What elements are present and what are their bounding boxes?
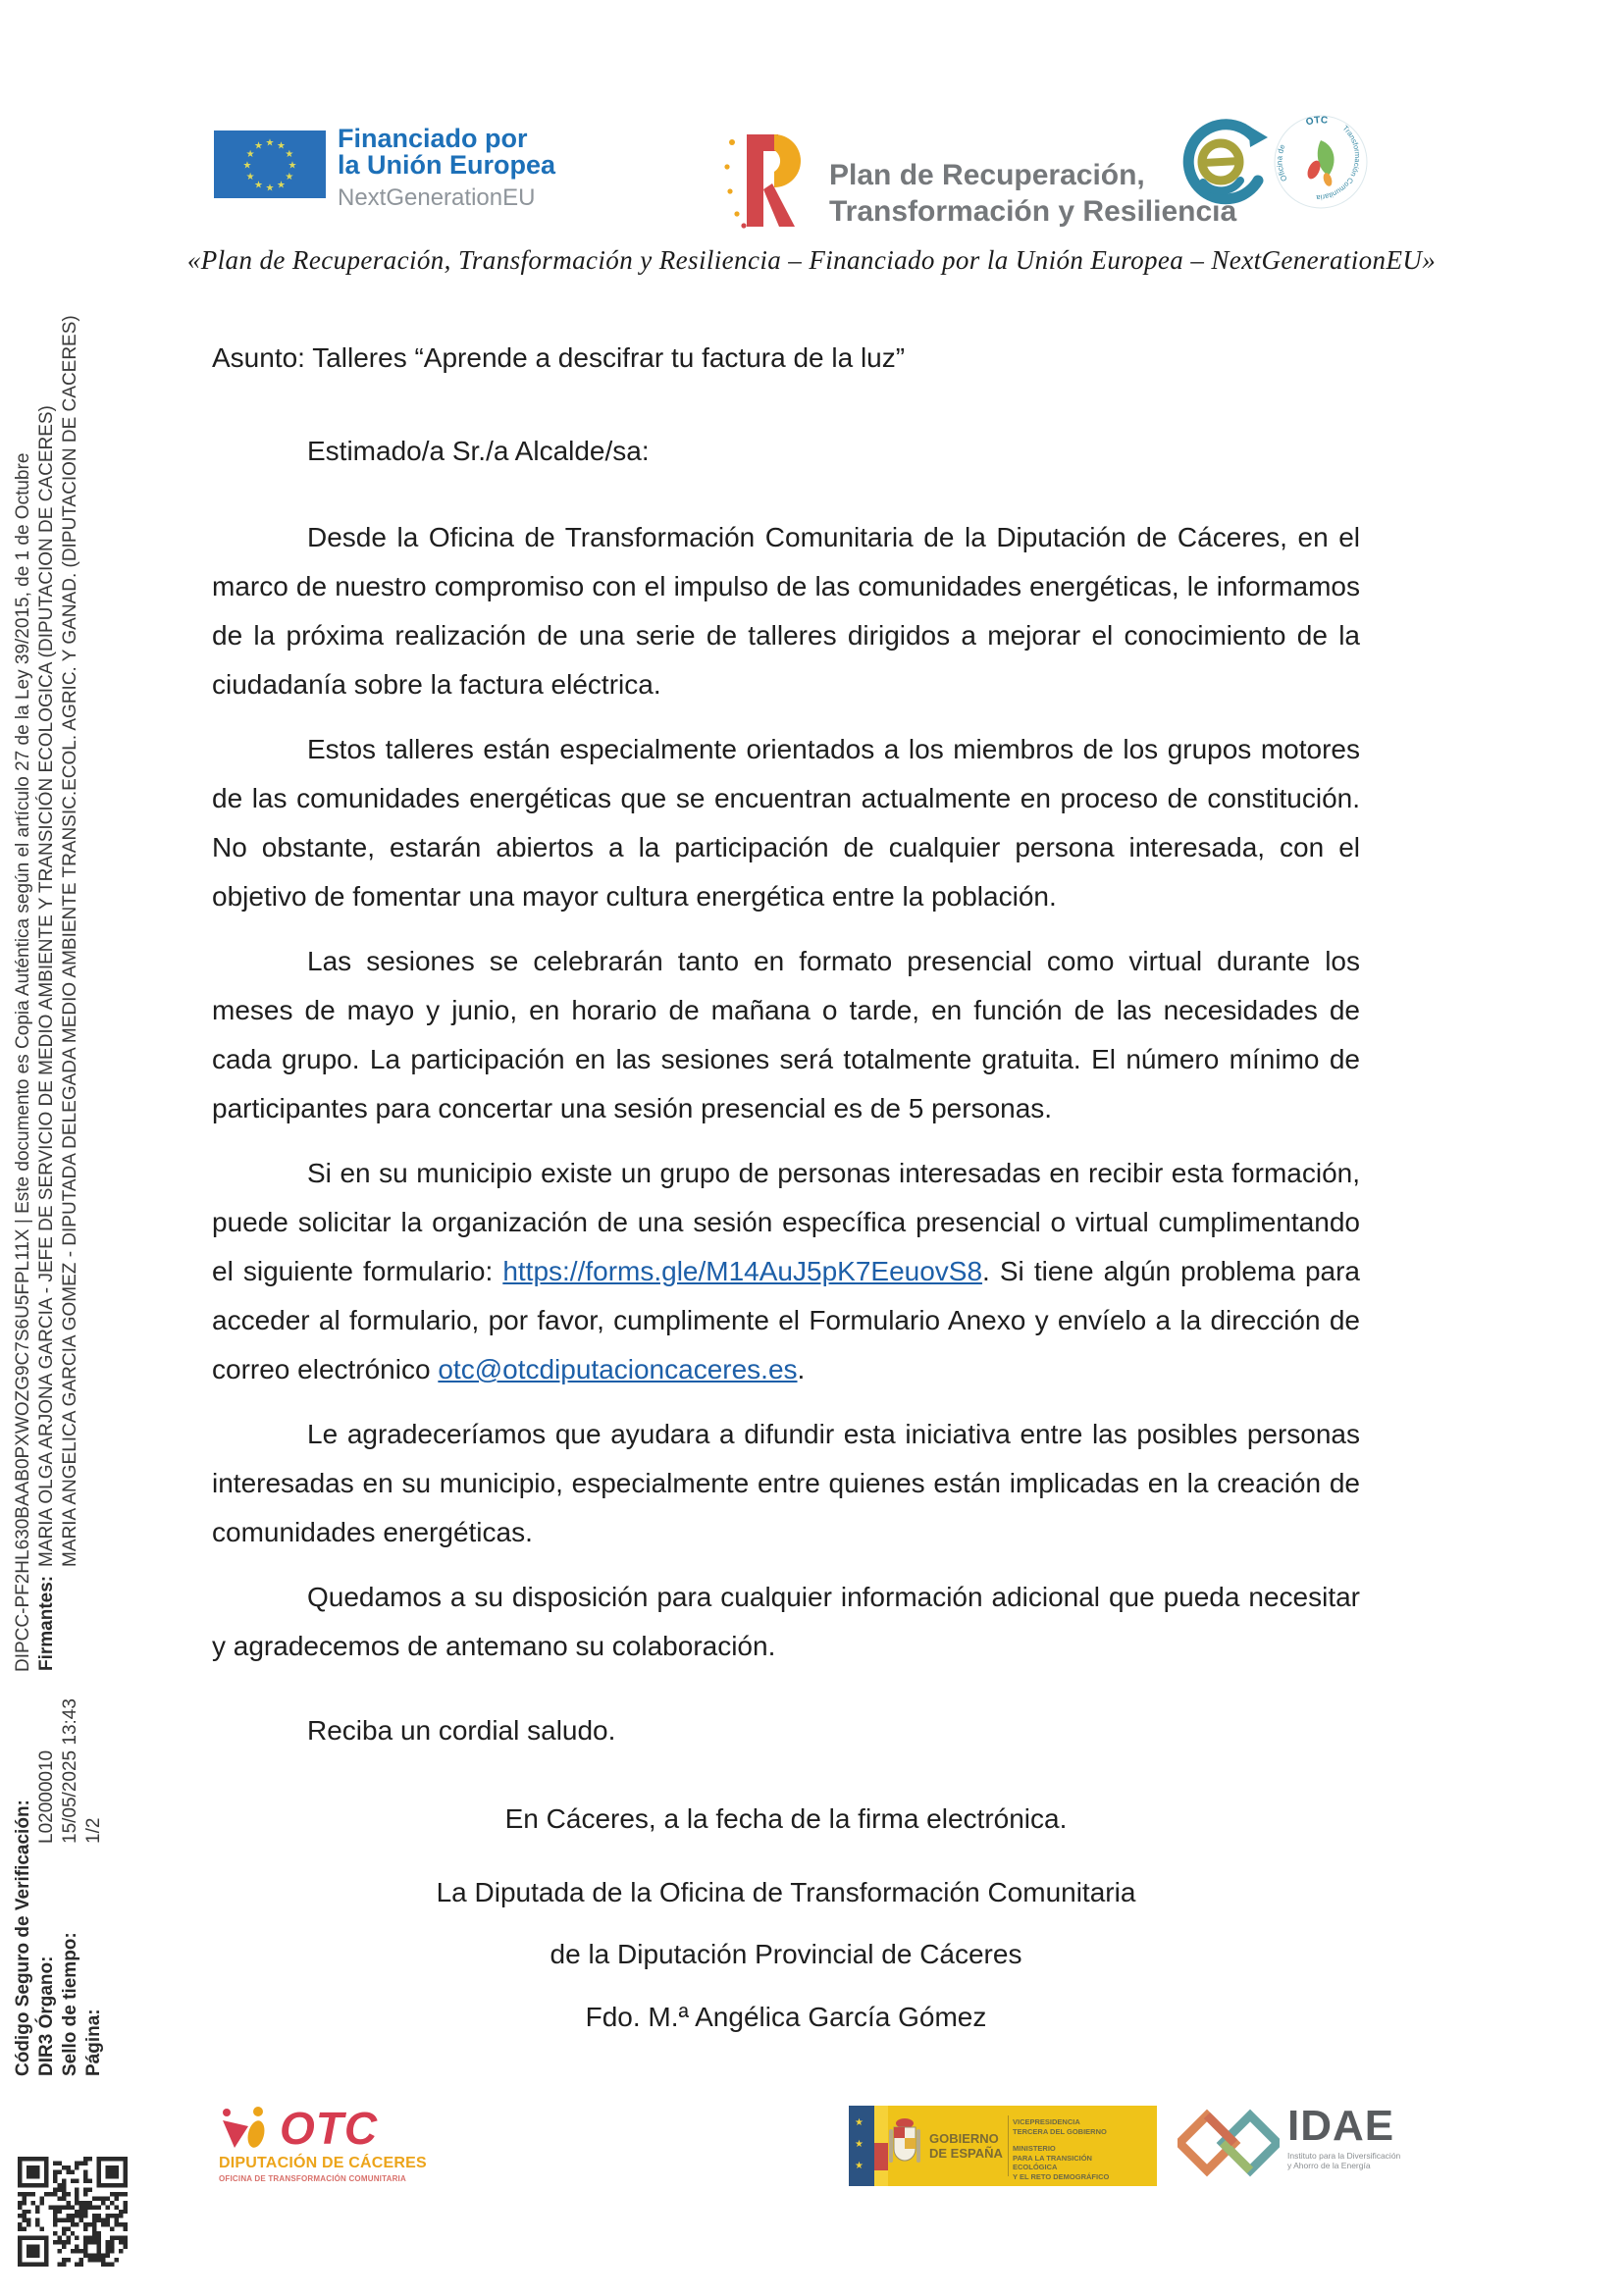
eu-spain-flag-icon: ★ ★ ★ <box>849 2106 874 2186</box>
gov-divider <box>1008 2115 1009 2176</box>
svg-text:★: ★ <box>265 183 275 194</box>
letter-body <box>212 334 1360 2058</box>
svg-text:★: ★ <box>242 160 252 172</box>
ministry-text <box>1013 2117 1119 2186</box>
idae-acronym: IDAE <box>1287 2102 1395 2150</box>
timestamp-row <box>59 183 82 2076</box>
subject-line: Asunto: Talleres “Aprende a descifrar tu factura de la luz” <box>212 342 906 373</box>
ministerio-line2: PARA LA TRANSICIÓN ECOLÓGICA <box>1013 2153 1092 2171</box>
svg-text:★: ★ <box>245 149 255 160</box>
firmante-1: MARIA OLGA ARJONA GARCIA - JEFE DE SERVICIO DE MEDIO AMBIENTE Y TRANSICIÓN ECOLOGICA (DIPUTACION DE CACERES) <box>36 405 57 1567</box>
otc-email-link[interactable]: otc@otcdiputacioncaceres.es <box>438 1354 798 1384</box>
vicepresidencia-line2: TERCERA DEL GOBIERNO <box>1013 2126 1107 2136</box>
prtr-logo-icon <box>723 123 807 233</box>
svg-text:★: ★ <box>285 149 294 160</box>
idae-logo <box>1178 2102 1401 2186</box>
timestamp-value: 15/05/2025 13:43 <box>60 1698 80 1844</box>
closing-line: Reciba un cordial saludo. <box>307 1715 616 1746</box>
eu-funding-logo-text <box>338 126 555 210</box>
ministerio-line3: Y EL RETO DEMOGRÁFICO <box>1013 2171 1110 2181</box>
dir3-row <box>35 183 59 2076</box>
gobierno-name-line2: DE ESPAÑA <box>929 2146 1003 2161</box>
page-value: 1/2 <box>83 1817 104 1844</box>
otc-ring-left-text: Oficina de <box>1275 142 1289 183</box>
verification-sidebar <box>12 183 106 2076</box>
svg-text:★: ★ <box>277 140 286 152</box>
paragraph-4-end: . <box>797 1354 806 1384</box>
vicepresidencia-line1: VICEPRESIDENCIA <box>1013 2117 1080 2126</box>
svg-text:★: ★ <box>285 172 294 183</box>
otc-ring-logo-icon <box>1272 113 1370 211</box>
prtr-line2: Transformación y Resiliencia <box>829 195 1237 228</box>
paragraph-4-mid: . Si tiene algún problema para acceder al formulario, por favor, cumplimente el Formulario Anexo y envíelo a la dirección de correo electrónico <box>212 1256 1360 1384</box>
paragraph-5: Le agradeceríamos que ayudara a difundir esta iniciativa entre las posibles personas interesadas en su municipio, especialmente entre quienes están implicadas en la creación de comunidades energéticas. <box>212 1419 1360 1547</box>
energy-community-logo-icon <box>1176 116 1270 210</box>
paragraph-4-pre: Si en su municipio existe un grupo de personas interesadas en recibir esta formación, puede solicitar la organización de una sesión específica presencial o virtual cumplimentando el siguiente formulario: <box>212 1158 1360 1286</box>
csv-row <box>12 183 35 2076</box>
gobierno-name <box>929 2131 1006 2186</box>
qr-code <box>18 2157 128 2267</box>
spain-flag-bands-icon <box>874 2106 888 2186</box>
forms-link[interactable]: https://forms.gle/M14AuJ5pK7EeuovS8 <box>502 1256 983 1286</box>
otc-footer-logo <box>219 2103 445 2183</box>
prtr-funding-tagline: «Plan de Recuperación, Transformación y Resiliencia – Financiado por la Unión Europea – NextGenerationEU» <box>186 245 1437 275</box>
svg-text:★: ★ <box>265 137 275 149</box>
otc-ring-top-text: OTC <box>1304 115 1329 129</box>
paragraph-2: Estos talleres están especialmente orientados a los miembros de los grupos motores de las comunidades energéticas que se encuentran actualmente en proceso de constitución. No obstante, estarán abiertos a la participación de cualquier persona interesada, con el objetivo de fomentar una mayor cultura energética entre la población. <box>212 734 1360 912</box>
eu-funding-line1: Financiado por <box>338 124 528 153</box>
csv-label: Código Seguro de Verificación: <box>13 1800 33 2076</box>
otc-footer-line2: OFICINA DE TRANSFORMACIÓN COMUNITARIA <box>219 2174 406 2183</box>
timestamp-label: Sello de tiempo: <box>60 1932 80 2076</box>
eu-funding-line2: la Unión Europea <box>338 150 556 180</box>
salutation: Estimado/a Sr./a Alcalde/sa: <box>307 436 650 466</box>
dir3-label: DIR3 Órgano: <box>36 1956 57 2076</box>
idae-logo-icon <box>1178 2106 1280 2186</box>
svg-text:★: ★ <box>245 172 255 183</box>
page-label: Página: <box>83 2009 104 2076</box>
otc-footer-line1: DIPUTACIÓN DE CÁCERES <box>219 2155 427 2171</box>
page-row <box>82 183 106 2076</box>
idae-tagline-1: Instituto para la Diversificación <box>1287 2151 1401 2161</box>
paragraph-3: Las sesiones se celebrarán tanto en formato presencial como virtual durante los meses de mayo y junio, en horario de mañana o tarde, en función de las necesidades de cada grupo. La participación en las sesiones será totalmente gratuita. El número mínimo de participantes para concertar una sesión presencial es de 5 personas. <box>212 946 1360 1123</box>
svg-text:★: ★ <box>277 180 286 191</box>
spain-government-logo <box>849 2106 1157 2186</box>
otc-footer-logo-icon <box>219 2107 280 2152</box>
idae-tagline-2: y Ahorro de la Energía <box>1287 2161 1371 2170</box>
csv-value: DIPCC-PF2HL630BAAB0PXWOZG9C7S6U5FPL11X | Este documento es Copia Auténtica según el artículo 27 de la Ley 39/2015, de 1 de Octubre <box>13 452 33 1672</box>
paragraph-1: Desde la Oficina de Transformación Comunitaria de la Diputación de Cáceres, en el marco de nuestro compromiso con el impulso de las comunidades energéticas, le informamos de la próxima realización de una serie de talleres dirigidos a mejorar el conocimiento de la ciudadanía sobre la factura eléctrica. <box>212 522 1360 700</box>
signature-place-line: En Cáceres, a la fecha de la firma electrónica. <box>504 1803 1068 1834</box>
paragraph-6: Quedamos a su disposición para cualquier información adicional que pueda necesitar y agradecemos de antemano su colaboración. <box>212 1582 1360 1661</box>
eu-flag-icon <box>214 130 326 198</box>
otc-ring-right-text: Transformación Comunitaria <box>1316 123 1363 202</box>
svg-text:★: ★ <box>254 180 263 191</box>
ministerio-line1: MINISTERIO <box>1013 2144 1056 2153</box>
firmante-2: MARIA ANGELICA GARCIA GOMEZ - DIPUTADA DELEGADA MEDIO AMBIENTE TRANSIC.ECOL. AGRIC. Y GANAD. (DIPUTACION DE CACERES) <box>60 315 80 1567</box>
signature-role-line2: de la Diputación Provincial de Cáceres <box>550 1939 1022 1969</box>
prtr-line1: Plan de Recuperación, <box>829 159 1145 191</box>
signature-role-line1: La Diputada de la Oficina de Transformación Comunitaria <box>436 1877 1136 1907</box>
spain-coat-of-arms-icon <box>888 2106 921 2186</box>
svg-text:★: ★ <box>288 160 297 172</box>
svg-text:★: ★ <box>254 140 263 152</box>
dir3-value: L02000010 <box>36 1749 57 1844</box>
nextgeneration-eu-label: NextGenerationEU <box>338 184 536 211</box>
gobierno-name-line1: GOBIERNO <box>929 2131 999 2146</box>
signature-name-line: Fdo. M.ª Angélica García Gómez <box>585 2002 987 2032</box>
firmantes-label: Firmantes: <box>36 1575 57 1671</box>
otc-footer-acronym: OTC <box>280 2103 379 2154</box>
paragraph-4 <box>212 1149 1360 1394</box>
